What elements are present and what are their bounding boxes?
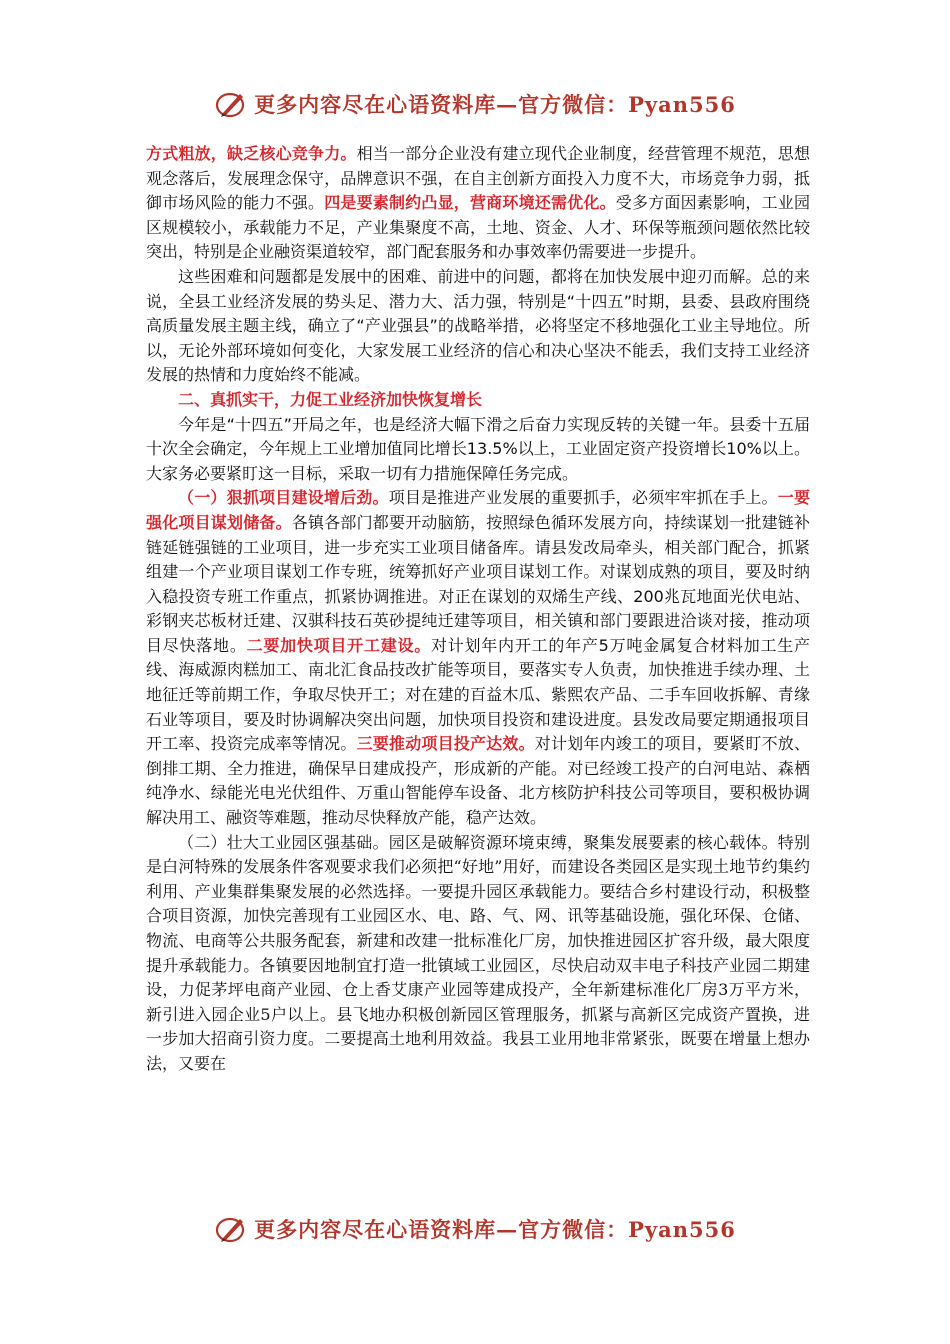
body-text: 项目是推进产业发展的重要抓手，必须牢牢抓在手上。 — [388, 488, 778, 508]
highlight-text: 一要强化项目谋划储备。 — [146, 488, 810, 532]
highlight-text: 三要推动项目投产达效。 — [356, 734, 535, 754]
paragraph-2: 这些困难和问题都是发展中的困难、前进中的问题，都将在加快发展中迎刃而解。总的来说，全县工业经济发展的势头足、潜力大、活力强，特别是“十四五”时期，县委、县政府围绕高质量发展主题主线，确立了“产业强县”的战略举措，必将坚定不移地强化工业主导地位。所以，无论外部环境如何变化，大家发展工业经济的信心和决心坚决不能丢，我们支持工业经济发展的热情和力度始终不能减。 — [146, 266, 810, 385]
footer-banner-text: 更多内容尽在心语资料库—官方微信：Pyan556 — [254, 1217, 736, 1242]
pen-logo-icon — [214, 89, 248, 119]
pen-logo-icon — [214, 1214, 248, 1244]
body-text: 受多方面因素影响，工业园区规模较小，承载能力不足，产业集聚度不高，土地、资金、人才、环保等瓶颈问题依然比较突出，特别是企业融资渠道较窄，部门配套服务和办事效率仍需要进一步提升。 — [146, 193, 810, 262]
section-heading: 二、真抓实干，力促工业经济加快恢复增长 — [178, 389, 483, 409]
header-banner-text: 更多内容尽在心语资料库—官方微信：Pyan556 — [254, 92, 736, 117]
paragraph-4 — [146, 486, 810, 830]
paragraph-1 — [146, 142, 810, 265]
highlight-text: 二要加快项目开工建设。 — [246, 635, 431, 655]
body-text: 对计划年内竣工的项目，要紧盯不放、倒排工期、全力推进，确保早日建成投产，形成新的产能。对已经竣工投产的白河电站、森栖纯净水、绿能光电光伏组件、万重山智能停车设备、北方核防护科技公司等项目，要积极协调解决用工、融资等难题，推动尽快释放产能，稳产达效。 — [146, 734, 810, 828]
highlight-text: 四是要素制约凸显，营商环境还需优化。 — [324, 193, 616, 213]
subsection-heading: （一）狠抓项目建设增后劲。 — [178, 488, 389, 508]
paragraph-3: 今年是“十四五”开局之年，也是经济大幅下滑之后奋力实现反转的关键一年。县委十五届十次全会确定，今年规上工业增加值同比增长13.5%以上，工业固定资产投资增长10%以上。大家务必要紧盯这一目标，采取一切有力措施保障任务完成。 — [146, 414, 810, 483]
body-text: 各镇各部门都要开动脑筋，按照绿色循环发展方向，持续谋划一批建链补链延链强链的工业项目，进一步充实工业项目储备库。请县发改局牵头，相关部门配合，抓紧组建一个产业项目谋划工作专班，统筹抓好产业项目谋划工作。对谋划成熟的项目，要及时纳入稳投资专班工作重点，抓紧协调推进。对正在谋划的双烯生产线、200兆瓦地面光伏电站、彩钢夹芯板材迁建、汉骐科技石英砂提纯迁建等项目，相关镇和部门要跟进洽谈对接，推动项目尽快落地。 — [146, 512, 810, 655]
document-body — [146, 142, 810, 1077]
body-text: 对计划年内开工的年产5万吨金属复合材料加工生产线、海威源肉糕加工、南北汇食品技改扩能等项目，要落实专人负责，加快推进手续办理、土地征迁等前期工作，争取尽快开工；对在建的百益木瓜、紫熙农产品、二手车回收拆解、青缘石业等项目，要及时协调解决突出问题，加快项目投资和建设进度。县发改局要定期通报项目开工率、投资完成率等情况。 — [146, 635, 810, 754]
highlight-text: 方式粗放，缺乏核心竞争力。 — [146, 144, 357, 163]
header-banner — [0, 82, 950, 126]
body-text: 相当一部分企业没有建立现代企业制度，经营管理不规范，思想观念落后，发展理念保守，品牌意识不强，在自主创新方面投入力度不大，市场竞争力弱，抵御市场风险的能力不强。 — [146, 144, 810, 213]
footer-banner — [0, 1207, 950, 1251]
paragraph-5: （二）壮大工业园区强基础。园区是破解资源环境束缚，聚集发展要素的核心载体。特别是白河特殊的发展条件客观要求我们必须把“好地”用好，而建设各类园区是实现土地节约集约利用、产业集群集聚发展的必然选择。一要提升园区承载能力。要结合乡村建设行动，积极整合项目资源，加快完善现有工业园区水、电、路、气、网、讯等基础设施，强化环保、仓储、物流、电商等公共服务配套，新建和改建一批标准化厂房，加快推进园区扩容升级，最大限度提升承载能力。各镇要因地制宜打造一批镇域工业园区，尽快启动双丰电子科技产业园二期建设，力促茅坪电商产业园、仓上香艾康产业园等建成投产，全年新建标准化厂房3万平方米，新引进入园企业5户以上。县飞地办积极创新园区管理服务，抓紧与高新区完成资产置换，进一步加大招商引资力度。二要提高土地利用效益。我县工业用地非常紧张，既要在增量上想办法，又要在 — [146, 832, 810, 1073]
